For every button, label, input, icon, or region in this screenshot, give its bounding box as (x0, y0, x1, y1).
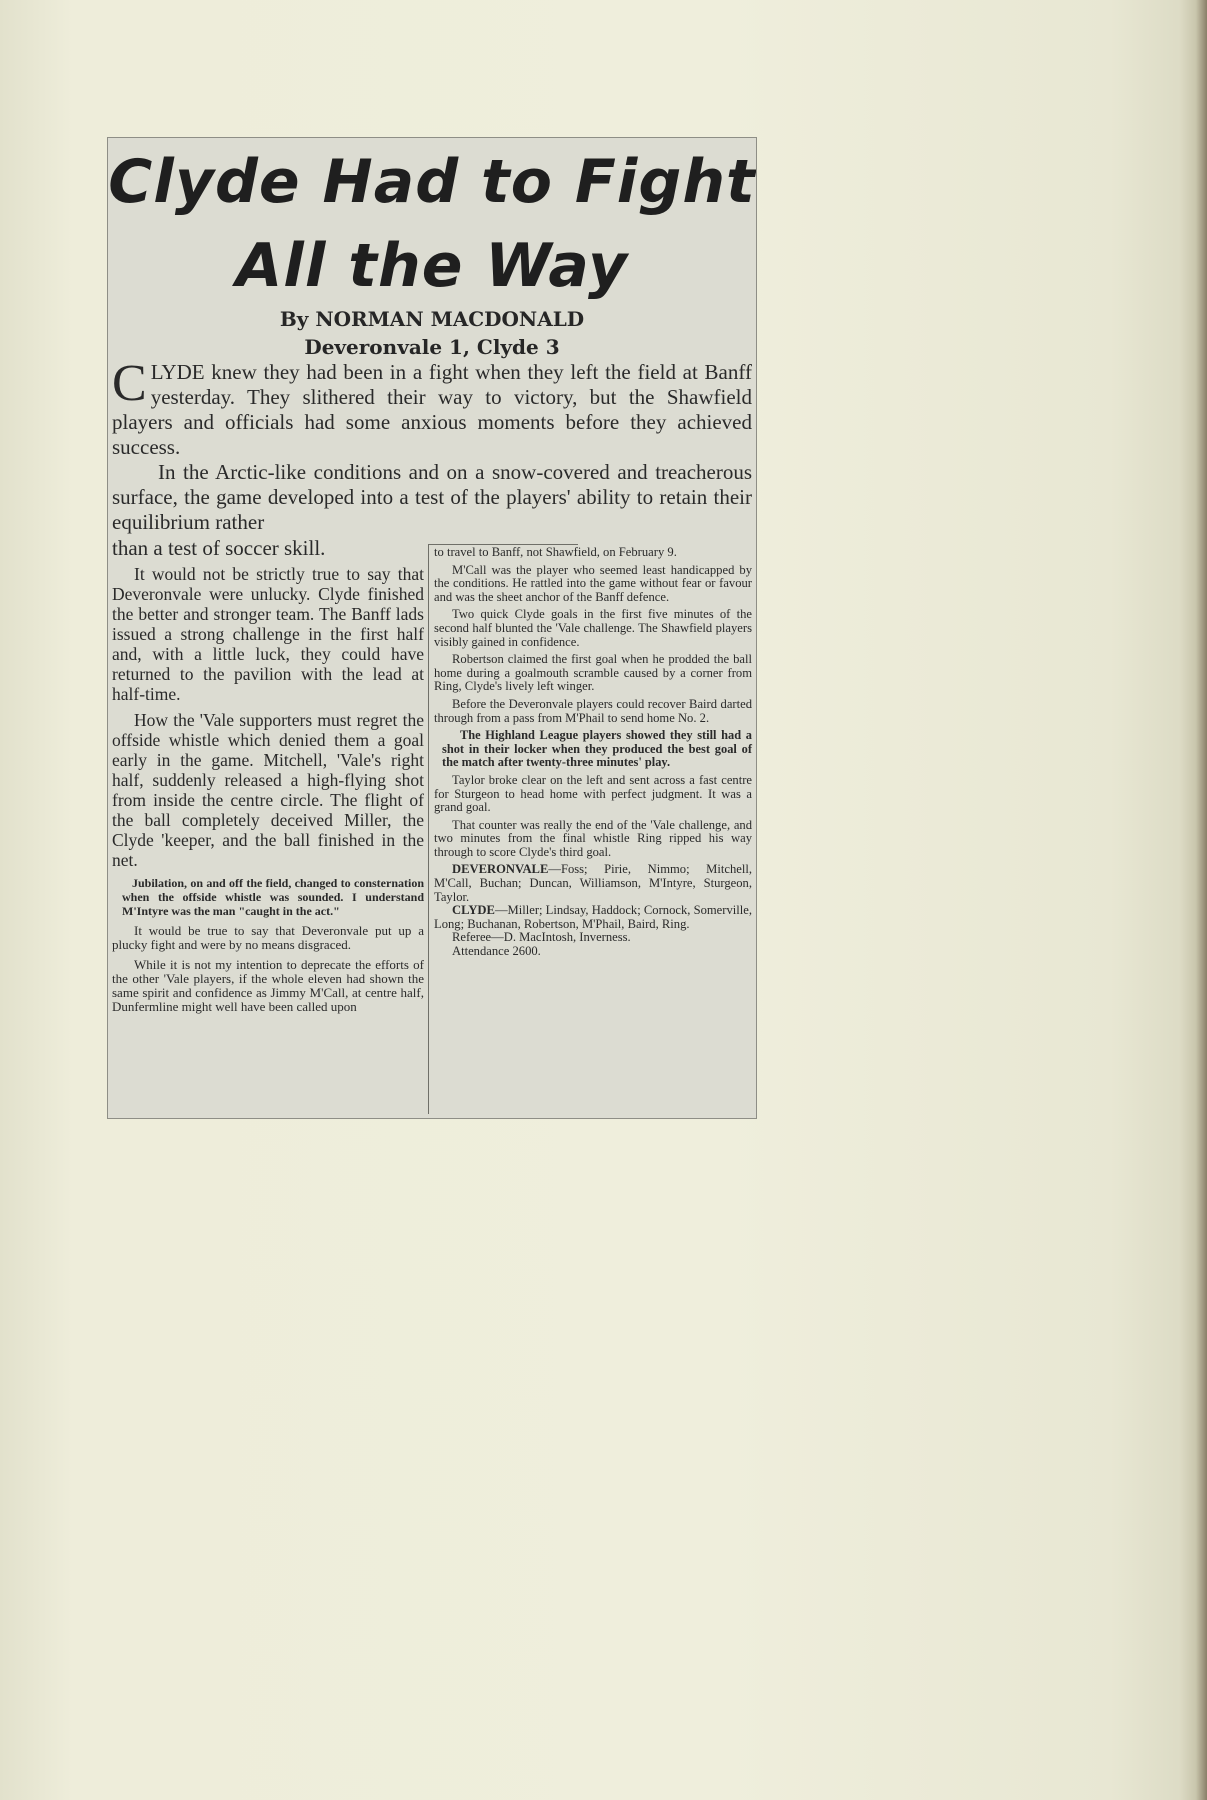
byline: By NORMAN MACDONALD (279, 307, 585, 331)
bold-paragraph: The Highland League players showed they still had a shot in their locker when they produced the best goal of the match after twenty-three minutes' play. (442, 728, 752, 770)
left-column (112, 564, 424, 1020)
paragraph: While it is not my intention to deprecate the efforts of the other 'Vale players, if the whole eleven had shown the same spirit and confidence as Jimmy M'Call, at centre half, Dunfermline might well have been called upon (112, 957, 424, 1014)
paragraph: How the 'Vale supporters must regret the offside whistle which denied them a goal early in the game. Mitchell, 'Vale's right half, suddenly released a high-flying shot from inside the centre circle. The flight of the ball completely deceived Miller, the Clyde 'keeper, and the ball finished in the net. (112, 710, 424, 870)
right-column (434, 546, 752, 959)
newspaper-clipping (108, 138, 756, 1118)
paragraph: Taylor broke clear on the left and sent across a fast centre for Sturgeon to head home with perfect judgment. It was a grand goal. (434, 772, 752, 815)
headline-line-1: Clyde Had to Fight (108, 147, 756, 217)
paragraph: Before the Deveronvale players could recover Baird darted through from a pass from M'Phail to send home No. 2. (434, 696, 752, 725)
page-edge (1179, 0, 1207, 1800)
paragraph: It would be true to say that Deveronvale put up a plucky fight and were by no means disgraced. (112, 923, 424, 952)
paragraph: It would not be strictly true to say that Deveronvale were unlucky. Clyde finished the better and stronger team. The Banff lads issued a strong challenge in the first half and, with a little luck, they could have returned to the pavilion with the lead at half-time. (112, 564, 424, 704)
team-lineup-clyde (434, 904, 752, 931)
drop-cap: C (112, 355, 147, 412)
team-players: —Foss; Pirie, Nimmo; Mitchell, M'Call, Buchan; Duncan, Williamson, M'Intyre, Sturgeon, Taylor. (434, 862, 752, 904)
bold-paragraph: Jubilation, on and off the field, changed to consternation when the offside whistle was sounded. I understand M'Intyre was the man "caught in the act." (122, 876, 424, 918)
lead-paragraphs (112, 355, 752, 535)
team-name: DEVERONVALE (452, 862, 549, 877)
lead-paragraph-2-end: than a test of soccer skill. (112, 536, 326, 560)
paragraph: Robertson claimed the first goal when he prodded the ball home during a goalmouth scramble caused by a corner from Ring, Clyde's lively left winger. (434, 652, 752, 694)
referee: Referee—D. MacIntosh, Inverness. (452, 930, 631, 945)
paragraph: That counter was really the end of the 'Vale challenge, and two minutes from the final whistle Ring ripped his way through to score Clyde's third goal. (434, 817, 752, 859)
team-name: CLYDE (452, 903, 495, 918)
headline (108, 140, 756, 308)
lead-paragraph-1-text: LYDE knew they had been in a fight when they left the field at Banff yesterday. They slithered their way to victory, but the Shawfield players and officials had some anxious moments before they achieved success. (112, 360, 752, 459)
lead-paragraph-2: In the Arctic-like conditions and on a snow-covered and treacherous surface, the game developed into a test of the players' ability to retain their equilibrium rather (112, 460, 752, 534)
paragraph: to travel to Banff, not Shawfield, on February 9. (434, 545, 677, 559)
match-score: Deveronvale 1, Clyde 3 (304, 335, 560, 359)
paragraph: Two quick Clyde goals in the first five minutes of the second half blunted the 'Vale challenge. The Shawfield players visibly gained in confidence. (434, 607, 752, 649)
paragraph: M'Call was the player who seemed least handicapped by the conditions. He rattled into the game without fear or favour and was the sheet anchor of the Banff defence. (434, 562, 752, 604)
headline-line-2: All the Way (235, 231, 629, 301)
team-lineup-deveronvale (434, 863, 752, 904)
lead-paragraph-1 (112, 355, 752, 460)
attendance: Attendance 2600. (452, 944, 541, 959)
column-divider (428, 544, 429, 1114)
team-players: —Miller; Lindsay, Haddock; Cornock, Somerville, Long; Buchanan, Robertson, M'Phail, Baird, Ring. (434, 903, 752, 931)
